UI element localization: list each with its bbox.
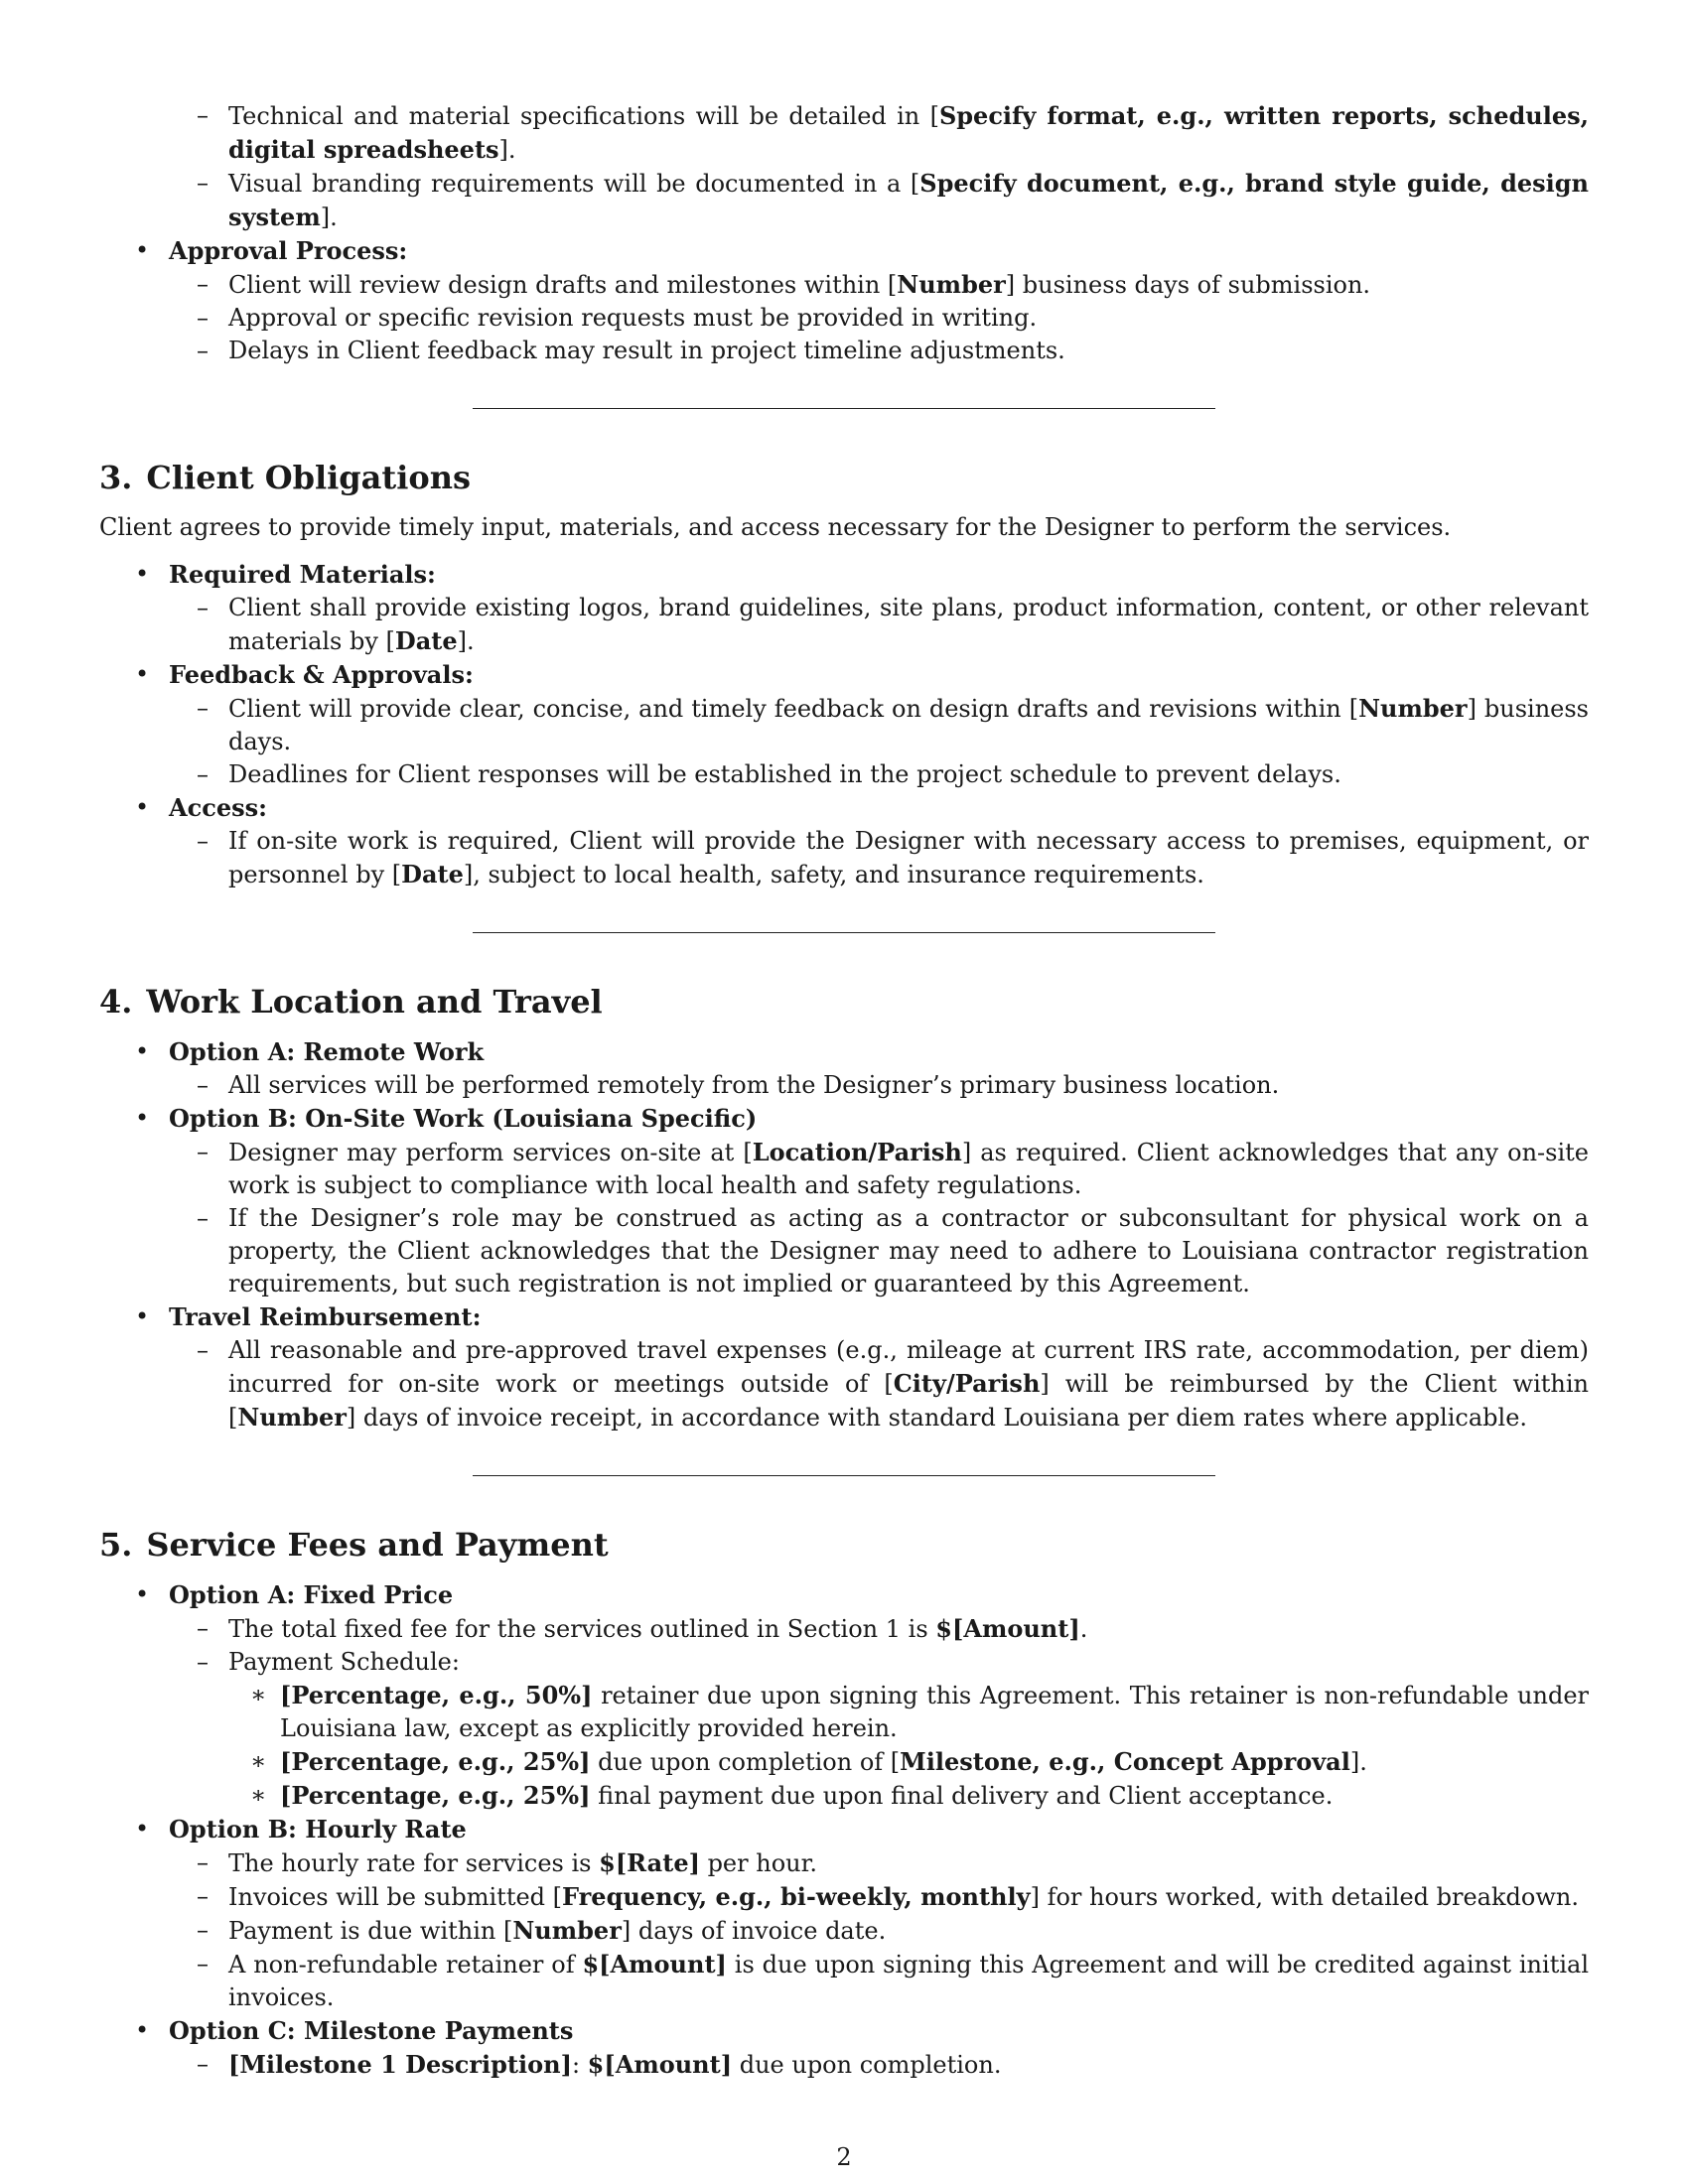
service-fees-list [99,1578,1589,2082]
section-divider [473,408,1215,409]
list-item: – Technical and material specifications will be detailed in [Specify format, e.g., written reports, schedules, digital spreadsheets]. [197,101,1589,164]
client-obligations-list [99,558,1589,891]
list-item: • Option C: Milestone Payments [135,2016,574,2045]
list-item: • Option B: Hourly Rate [135,1815,467,1843]
list-item: – A non-refundable retainer of $[Amount] is due upon signing this Agreement and will be credited against initial invoices. [197,1950,1589,2011]
list-item: – Designer may perform services on-site at [Location/Parish] as required. Client acknowledges that any on-site work is subject to compliance with local health and safety regulations. [197,1138,1589,1199]
list-item: – All services will be performed remotely from the Designer’s primary business location. [197,1071,1280,1099]
document-page [99,99,1589,2082]
list-item: ∗ [Percentage, e.g., 25%] final payment due upon final delivery and Client acceptance. [250,1781,1334,1810]
list-item: • Option A: Remote Work [135,1037,485,1066]
list-item: – Invoices will be submitted [Frequency, e.g., bi-weekly, monthly] for hours worked, with detailed breakdown. [197,1882,1579,1911]
list-item: – Approval or specific revision requests must be provided in writing. [197,304,1038,332]
list-item: – Payment Schedule: [197,1648,460,1676]
list-item: – Client shall provide existing logos, brand guidelines, site plans, product information, content, or other relevant materials by [Date]. [197,594,1589,655]
section-divider [473,932,1215,933]
list-item: – Deadlines for Client responses will be established in the project schedule to prevent delays. [197,760,1341,788]
list-item: • Option B: On-Site Work (Louisiana Specific) [135,1104,758,1133]
work-location-list [99,1035,1589,1434]
section-heading-4: 4. Work Location and Travel [99,983,603,1021]
list-item: – If on-site work is required, Client will provide the Designer with necessary access to premises, equipment, or personnel by [Date], subject to local health, safety, and insurance requirements. [197,827,1589,888]
list-item: • Travel Reimbursement: [135,1302,482,1331]
section-heading-5: 5. Service Fees and Payment [99,1526,609,1564]
list-item: • Required Materials: [135,560,436,589]
approval-list [99,99,1589,367]
list-item: • Option A: Fixed Price [135,1580,454,1609]
list-item: – Delays in Client feedback may result in project timeline adjustments. [197,337,1065,364]
list-item: ∗ [Percentage, e.g., 50%] retainer due upon signing this Agreement. This retainer is non-refundable under Louisiana law, except as explicitly provided herein. [250,1681,1589,1742]
section-divider [473,1475,1215,1476]
list-item: – Client will provide clear, concise, and timely feedback on design drafts and revisions within [Number] business days. [197,694,1589,755]
section-heading-3: 3. Client Obligations [99,459,471,496]
list-item: ∗ [Percentage, e.g., 25%] due upon completion of [Milestone, e.g., Concept Approval]. [250,1747,1367,1776]
list-item: – Client will review design drafts and milestones within [Number] business days of submission. [197,270,1371,299]
list-item: • Feedback & Approvals: [135,660,474,689]
page-number: 2 [836,2143,852,2171]
list-item: • Approval Process: [135,236,408,265]
list-item: – Visual branding requirements will be documented in a [Specify document, e.g., brand style guide, design system]. [197,169,1590,231]
list-item: – [Milestone 1 Description]: $[Amount] due upon completion. [197,2050,1002,2079]
list-item: – All reasonable and pre-approved travel expenses (e.g., mileage at current IRS rate, accommodation, per diem) incurred for on-site work or meetings outside of [City/Parish] will be reimbursed by the Client within [Number] days of invoice receipt, in accordance with standard Louisiana per diem rates where applicable. [197,1336,1590,1432]
list-item: • Access: [135,793,267,822]
list-item: – Payment is due within [Number] days of invoice date. [197,1916,887,1945]
list-item: – The hourly rate for services is $[Rate] per hour. [197,1848,818,1877]
list-item: – The total fixed fee for the services outlined in Section 1 is $[Amount]. [197,1614,1088,1643]
list-item: – If the Designer’s role may be construed as acting as a contractor or subconsultant for physical work on a property, the Client acknowledges that the Designer may need to adhere to Louisiana contractor registration requirements, but such registration is not implied or guaranteed by this Agreement. [197,1204,1589,1297]
section-3-intro: Client agrees to provide timely input, materials, and access necessary for the Designer to perform the services. [99,513,1452,541]
approval-process-label: Approval Process: [169,236,408,265]
